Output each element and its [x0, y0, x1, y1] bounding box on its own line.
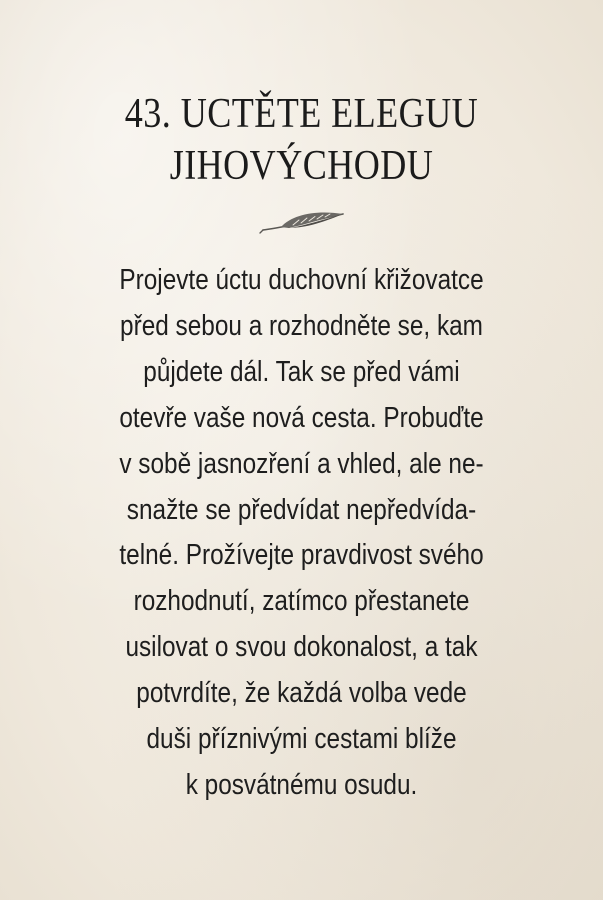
body-line: usilovat o svou dokonalost, a tak	[125, 631, 478, 664]
body-line: rozhodnutí, zatímco přestanete	[133, 585, 470, 618]
body-line: Projevte úctu duchovní křižovatce	[119, 264, 484, 296]
body-line: snažte se předvídat nepředvída-	[126, 493, 477, 526]
body-line: před sebou a rozhodněte se, kam	[120, 309, 483, 342]
body-line: půjdete dál. Tak se před vámi	[143, 355, 460, 388]
body-line: v sobě jasnozření a vhled, ale ne-	[119, 447, 484, 480]
card-title-line-2: JIHOVÝCHODU	[169, 143, 434, 189]
body-line: duši příznivými cestami blíže	[146, 723, 457, 756]
card-title	[42, 88, 561, 192]
body-line: potvrdíte, že každá volba vede	[136, 677, 467, 710]
body-line: otevře vaše nová cesta. Probuďte	[119, 401, 484, 434]
card-body	[0, 258, 603, 809]
feather-icon	[259, 208, 345, 236]
body-line: k posvátnému osudu.	[185, 768, 418, 801]
card-title-line-1: 43. UCTĚTE ELEGUU	[124, 91, 479, 137]
body-line: telné. Prožívejte pravdivost svého	[119, 539, 484, 572]
